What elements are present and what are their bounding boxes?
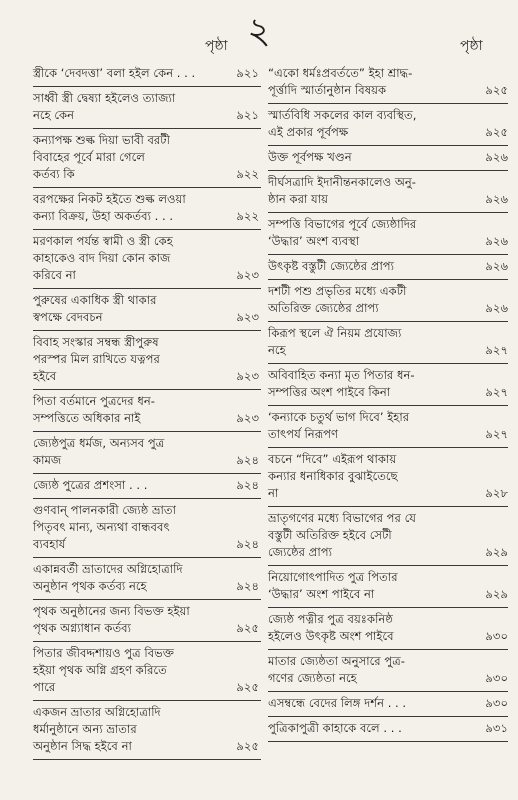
entry-topic: পিতার জীবদ্দশায়ও পুত্র বিভক্ত হইয়া পৃথক অগ্নি গ্রহণ করিতে পারে xyxy=(33,646,175,694)
entry-topic: কিরূপ স্থলে ঐ নিয়ম প্রযোজ্য নহে xyxy=(268,326,402,357)
entry-page-number: ৯২৬ xyxy=(485,234,508,248)
entry-page-number: ৯২৫ xyxy=(236,739,259,753)
index-entry xyxy=(268,364,508,406)
entry-page-number: ৯২৬ xyxy=(485,192,508,206)
index-entry xyxy=(268,280,508,322)
index-entry xyxy=(268,171,508,213)
entry-topic: একান্নবর্তী ভ্রাতাদের অগ্নিহোত্রাদি অনুষ্ঠান পৃথক কর্তব্য নহে xyxy=(33,562,183,593)
index-entry xyxy=(268,255,508,280)
index-entry xyxy=(268,507,508,566)
entry-topic: সম্পত্তি বিভাগের পূর্বে জ্যেষ্ঠাদির ‘উদ্ধার’ অংশ ব্যবস্থা xyxy=(268,217,417,248)
index-entry xyxy=(268,608,508,650)
entry-page-number: ৯২৪ xyxy=(236,579,259,593)
entry-topic: নিয়োগোৎপাদিত পুত্র পিতার ‘উদ্ধার’ অংশ পাইবে না xyxy=(268,570,398,601)
entry-topic: কন্যাপক্ষ শুল্ক দিয়া ভাবী বরটী বিবাহের পূর্বে মারা গেলে কর্তব্য কি xyxy=(33,133,170,181)
entry-page-number: ৯২৯ xyxy=(485,587,508,601)
index-entry xyxy=(33,87,261,129)
index-entry xyxy=(268,566,508,608)
index-entry xyxy=(268,448,508,507)
entry-page-number: ৯২৫ xyxy=(485,83,508,97)
index-entry xyxy=(33,188,261,230)
entry-page-number: ৯৩১ xyxy=(485,721,508,735)
entry-topic: পুরুষের একাধিক স্ত্রী থাকার স্বপক্ষে বেদবচন xyxy=(33,293,157,324)
entry-page-number: ৯২৫ xyxy=(236,680,259,694)
entry-topic: অবিবাহিত কন্যা মৃত পিতার ধন- সম্পত্তির অংশ পাইবে কিনা xyxy=(268,368,415,399)
index-entry xyxy=(33,701,261,760)
index-entry xyxy=(268,62,508,104)
entry-topic: একজন ভ্রাতার অগ্নিহোত্রাদি ধর্মানুষ্ঠানে অন্য ভ্রাতার অনুষ্ঠান সিদ্ধ হইবে না xyxy=(33,705,161,753)
entry-topic: উক্ত পূর্বপক্ষ খণ্ডন xyxy=(268,150,352,164)
entry-page-number: ৯২৩ xyxy=(236,310,259,324)
entry-topic: স্ত্রীকে ‘দেবদত্তা’ বলা হইল কেন . . . xyxy=(33,66,196,80)
index-entry xyxy=(33,129,261,188)
index-entry xyxy=(268,104,508,146)
entry-page-number: ৯২৮ xyxy=(485,486,508,500)
entry-page-number: ৯২৪ xyxy=(236,537,259,551)
entry-page-number: ৯২৫ xyxy=(236,621,259,635)
index-entry xyxy=(33,474,261,499)
index-entry xyxy=(268,322,508,364)
index-entry xyxy=(33,331,261,390)
entry-page-number: ৯৩০ xyxy=(485,671,508,685)
entry-topic: গুণবান্ পালনকারী জ্যেষ্ঠ ভ্রাতা পিতৃবৎ মান্য, অন্যথা বান্ধববৎ ব্যবহার্য xyxy=(33,503,176,551)
entry-page-number: ৯২৬ xyxy=(485,259,508,273)
index-entry xyxy=(33,642,261,701)
entry-page-number: ৯২৪ xyxy=(236,453,259,467)
entry-topic: জ্যেষ্ঠ পুত্রের প্রশংসা . . . xyxy=(33,478,148,492)
entry-page-number: ৯২৯ xyxy=(485,545,508,559)
index-entry xyxy=(268,650,508,692)
entry-topic: বিবাহ সংস্কার সম্বন্ধ স্ত্রীপুরুষ পরস্পর মিল রাখিতে যত্নপর হইবে xyxy=(33,335,160,383)
right-index-column xyxy=(268,62,508,792)
index-entry xyxy=(33,600,261,642)
entry-topic: উৎকৃষ্ট বস্তুটী জ্যেষ্ঠের প্রাপ্য xyxy=(268,259,395,273)
entry-page-number: ৯২৭ xyxy=(485,385,508,399)
entry-topic: সাধ্বী স্ত্রী দ্বেষ্যা হইলেও ত্যাজ্যা নহে কেন xyxy=(33,91,176,122)
entry-topic: মাতার জ্যেষ্ঠতা অনুসারে পুত্র- গণের জ্যেষ্ঠতা নহে xyxy=(268,654,405,685)
entry-topic: দশটী পশু প্রভৃতির মধ্যে একটী অতিরিক্ত জ্যেষ্ঠের প্রাপ্য xyxy=(268,284,407,315)
index-entry xyxy=(33,62,261,87)
entry-topic: এসম্বন্ধে বেদের লিঙ্গ দর্শন . . . xyxy=(268,696,407,710)
entry-page-number: ৯২৩ xyxy=(236,411,259,425)
entry-page-number: ৯৩০ xyxy=(485,629,508,643)
entry-topic: জ্যেষ্ঠপুত্র ধর্মজ, অন্যসব পুত্র কামজ xyxy=(33,436,165,467)
entry-page-number: ৯২২ xyxy=(236,167,259,181)
entry-topic: মরণকাল পর্যন্ত স্বামী ও স্ত্রী কেহ কাহাকেও বাদ দিয়া কোন কাজ করিবে না xyxy=(33,234,173,282)
left-column-heading: পৃষ্ঠা xyxy=(205,38,228,54)
index-entry xyxy=(33,230,261,289)
entry-page-number: ৯২৬ xyxy=(485,150,508,164)
right-column-heading: পৃষ্ঠা xyxy=(460,38,483,54)
entry-topic: পিতা বর্তমানে পুত্রদের ধন- সম্পত্তিতে অধিকার নাই xyxy=(33,394,155,425)
left-index-column xyxy=(33,62,261,792)
index-entry xyxy=(33,289,261,331)
page-number: ২ xyxy=(247,11,271,52)
entry-topic: পুত্রিকাপুত্রী কাহাকে বলে . . . xyxy=(268,721,402,735)
entry-topic: ভ্রাতৃগণের মধ্যে বিভাগের পর যে বস্তুটী অতিরিক্ত হইবে সেটী জ্যেষ্ঠের প্রাপ্য xyxy=(268,511,416,559)
entry-page-number: ৯২২ xyxy=(236,209,259,223)
entry-page-number: ৯২৭ xyxy=(485,427,508,441)
entry-page-number: ৯২১ xyxy=(236,108,259,122)
index-entry xyxy=(33,499,261,558)
index-entry xyxy=(33,432,261,474)
index-entry xyxy=(268,717,508,742)
entry-topic: জ্যেষ্ঠ পত্নীর পুত্র বয়ঃকনিষ্ঠ হইলেও উৎকৃষ্ট অংশ পাইবে xyxy=(268,612,394,643)
entry-page-number: ৯২৩ xyxy=(236,268,259,282)
entry-page-number: ৯২৪ xyxy=(236,478,259,492)
entry-topic: পৃথক অনুষ্ঠানের জন্য বিভক্ত হইয়া পৃথক অগ্ন্যাধান কর্তব্য xyxy=(33,604,190,635)
entry-page-number: ৯২৩ xyxy=(236,369,259,383)
entry-topic: “একো ধর্মঃপ্রবর্ততে” ইহা শ্রাদ্ধ- পূর্ত্তাদি স্মার্তানুষ্ঠান বিষয়ক xyxy=(268,66,413,97)
entry-page-number: ৯২৭ xyxy=(485,343,508,357)
entry-topic: দীর্ঘসত্রাদি ইদানীন্তনকালেও অনু- ষ্ঠান করা যায় xyxy=(268,175,416,206)
entry-topic: বচনে “দিবে” এইরূপ থাকায় কন্যার ধনাধিকার বুঝাইতেছে না xyxy=(268,452,398,500)
entry-topic: ‘কন্যাকে চতুর্থ ভাগ দিবে’ ইহার তাৎপর্য নিরূপণ xyxy=(268,410,410,441)
index-entry xyxy=(268,406,508,448)
entry-page-number: ৯২১ xyxy=(236,66,259,80)
index-entry xyxy=(33,558,261,600)
index-entry xyxy=(268,692,508,717)
index-entry xyxy=(268,213,508,255)
index-entry xyxy=(33,390,261,432)
entry-page-number: ৯২৫ xyxy=(485,125,508,139)
entry-page-number: ৯২৬ xyxy=(485,301,508,315)
index-entry xyxy=(268,146,508,171)
entry-topic: বরপক্ষের নিকট হইতে শুল্ক লওয়া কন্যা বিক্রয়, উহা অকর্তব্য . . . xyxy=(33,192,186,223)
entry-topic: স্মার্তবিধি সকলের কাল ব্যবস্থিত, এই প্রকার পূর্বপক্ষ xyxy=(268,108,417,139)
entry-page-number: ৯৩০ xyxy=(485,696,508,710)
